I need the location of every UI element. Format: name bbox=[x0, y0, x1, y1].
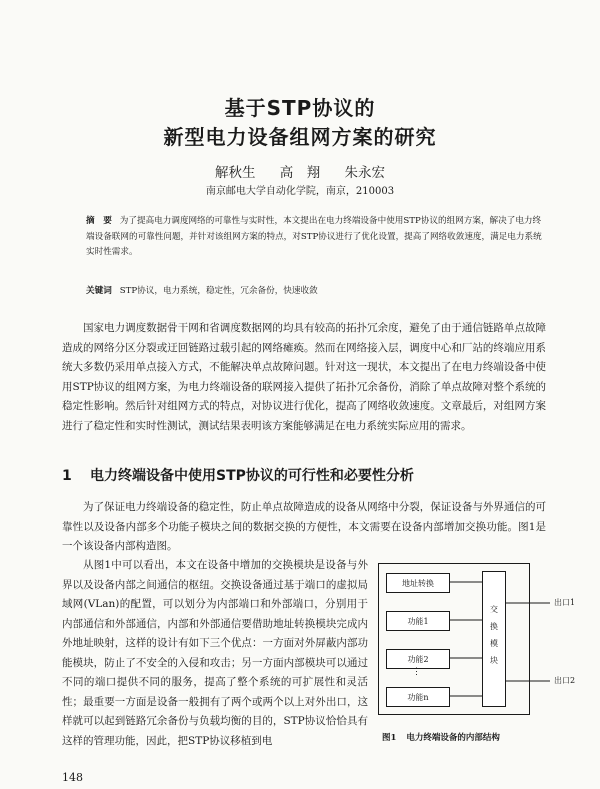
section-heading bbox=[62, 465, 414, 485]
abstract-text: 为了提高电力调度网络的可靠性与实时性，本文提出在电力终端设备中使用STP协议的组网方案，解决了电力终端设备联网的可靠性问题，并针对该组网方案的特点，对STP协议进行了优化设置，提高了网络收敛速度，满足电力系统实时性需求。 bbox=[86, 216, 542, 257]
module-function-2: 功能2 bbox=[386, 649, 450, 669]
author-3: 朱永宏 bbox=[344, 165, 386, 181]
intro-paragraph: 国家电力调度数据骨干网和省调度数据网的均具有较高的拓扑冗余度，避免了由于通信链路单点故障造成的网络分区分裂或迂回链路过载引起的网络瘫痪。然而在网络接入层，调度中心和厂站的终端应用系统大多数仍采用单点接入方式，不能解决单点故障问题。针对这一现状，本文提出了在电力终端设备中使用STP协议的组网方案，为电力终端设备的联网接入提供了拓扑冗余备份，消除了单点故障对整个系统的稳定性影响。然后针对组网方式的特点，对协议进行优化，提高了网络收敛速度。文章最后，对组网方案进行了稳定性和实时性测试，测试结果表明该方案能够满足在电力系统实际应用的需求。 bbox=[62, 322, 546, 432]
port-1-label: 出口1 bbox=[554, 598, 576, 607]
figure-caption-text: 电力终端设备的内部结构 bbox=[406, 733, 500, 743]
paper-title-line2: 新型电力设备组网方案的研究 bbox=[163, 125, 437, 149]
section-title: 电力终端设备中使用STP协议的可行性和必要性分析 bbox=[90, 468, 414, 484]
paper-title-line1: 基于STP协议的 bbox=[224, 96, 376, 120]
page-number: 148 bbox=[62, 771, 83, 784]
body-paragraph-1: 为了保证电力终端设备的稳定性，防止单点故障造成的设备从网络中分裂，保证设备与外界通信的可靠性以及设备内部多个功能子模块之间的数据交换的方便性，本文需要在设备内部增加交换功能。图1是一个该设备内部构造图。 bbox=[62, 501, 546, 552]
body-paragraph-2: 从图1中可以看出，本文在设备中增加的交换模块是设备与外界以及设备内部之间通信的枢纽。交换设备通过基于端口的虚拟局域网(VLan)的配置，可以划分为内部端口和外部端口，分别用于内部通信和外部通信，内部和外部通信要借助地址转换模块完成内外地址映射，这样的设计有如下三个优点：一方面对外屏蔽内部功能模块，防止了不安全的入侵和攻击；另一方面内部模块可以通过不同的端口提供不同的服务，提高了整个系统的可扩展性和灵活性；最重要一方面是设备一般拥有了两个或两个以上对外出口，这样就可以起到链路冗余备份与负载均衡的目的，STP协议恰恰具有这样的管理功能，因此，把STP协议移植到电 bbox=[62, 559, 368, 747]
figure-caption bbox=[382, 731, 500, 743]
figure-connectors bbox=[378, 563, 590, 723]
module-ellipsis: ⋮ bbox=[412, 667, 421, 677]
author-2: 高 翔 bbox=[279, 165, 321, 181]
keywords bbox=[86, 284, 544, 296]
section-number: 1 bbox=[62, 468, 72, 484]
figure-caption-number: 图1 bbox=[382, 733, 397, 743]
port-2-label: 出口2 bbox=[554, 676, 576, 685]
affiliation: 南京邮电大学自动化学院，南京，210003 bbox=[205, 186, 395, 197]
authors bbox=[0, 161, 600, 181]
abstract-label: 摘 要 bbox=[86, 216, 112, 226]
keywords-text: STP协议，电力系统，稳定性，冗余备份，快速收敛 bbox=[119, 286, 318, 296]
module-address-translation: 地址转换 bbox=[386, 573, 450, 593]
keywords-label: 关键词 bbox=[86, 286, 112, 296]
abstract bbox=[86, 214, 544, 261]
module-function-1: 功能1 bbox=[386, 611, 450, 631]
switch-module: 交换模块 bbox=[482, 571, 506, 707]
module-function-n: 功能n bbox=[386, 687, 450, 707]
author-1: 解秋生 bbox=[214, 165, 256, 181]
